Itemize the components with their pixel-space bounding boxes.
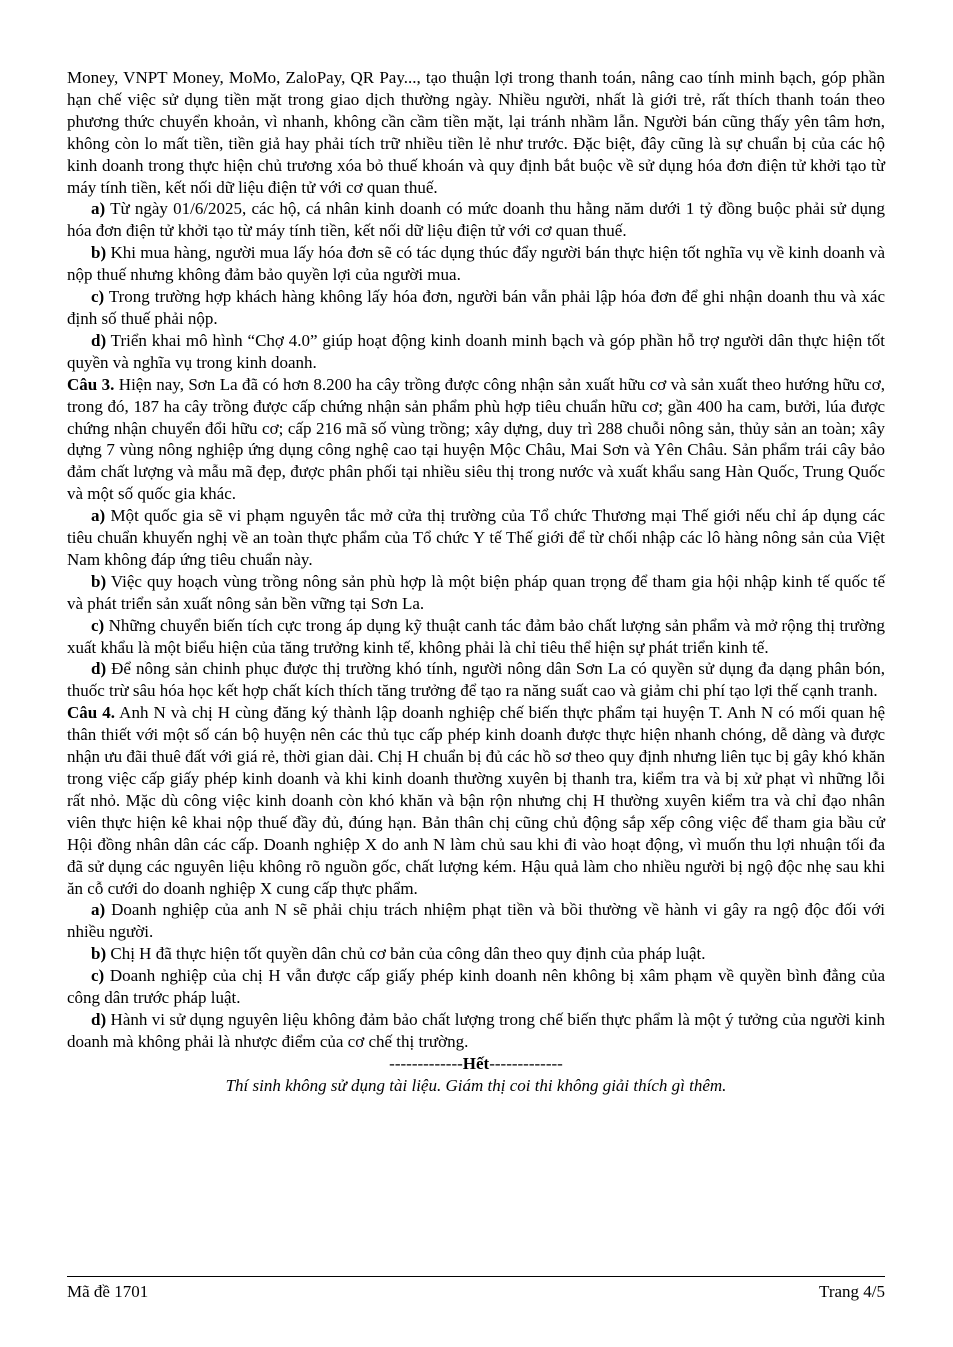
end-marker bbox=[67, 1053, 885, 1075]
item-text: Chị H đã thực hiện tốt quyền dân chủ cơ bản của công dân theo quy định của pháp luật. bbox=[106, 944, 706, 964]
question-4-item-b bbox=[67, 943, 885, 965]
question-4-stem bbox=[67, 702, 885, 899]
item-label: d) bbox=[91, 659, 107, 679]
exam-note: Thí sinh không sử dụng tài liệu. Giám thị coi thi không giải thích gì thêm. bbox=[225, 1075, 727, 1095]
item-text: Việc quy hoạch vùng trồng nông sản phù hợp là một biện pháp quan trọng để tham gia hội nhập kinh tế quốc tế và phát triển sản xuất nông sản bền vững tại Sơn La. bbox=[67, 571, 885, 613]
item-text: Hành vi sử dụng nguyên liệu không đảm bảo chất lượng trong chế biến thực phẩm là một ý tưởng của người kinh doanh mà không phải là nhược điểm của cơ chế thị trường. bbox=[67, 1009, 885, 1051]
end-word: Hết bbox=[462, 1053, 490, 1073]
question-3-item-c bbox=[67, 615, 885, 659]
question-label: Câu 3. bbox=[67, 374, 115, 394]
question-4-item-d bbox=[67, 1009, 885, 1053]
item-text: Từ ngày 01/6/2025, các hộ, cá nhân kinh doanh có mức doanh thu hằng năm dưới 1 tỷ đồng buộc phải sử dụng hóa đơn điện tử khởi tạo từ máy tính tiền, kết nối dữ liệu điện tử với cơ quan thuế. bbox=[67, 199, 885, 241]
item-text: Một quốc gia sẽ vi phạm nguyên tắc mở cửa thị trường của Tổ chức Thương mại Thế giới nếu chỉ áp dụng các tiêu chuẩn khuyến nghị về an toàn thực phẩm của Tổ chức Y tế Thế giới để từ chối nhập các lô hàng nông sản của Việt Nam không đáp ứng tiêu chuẩn này. bbox=[67, 506, 885, 569]
item-text: Doanh nghiệp của chị H vẫn được cấp giấy phép kinh doanh nên không bị xâm phạm về quyền bình đẳng của công dân trước pháp luật. bbox=[67, 966, 885, 1008]
question-text: Hiện nay, Sơn La đã có hơn 8.200 ha cây trồng được công nhận sản xuất hữu cơ và sản xuất theo hướng hữu cơ, trong đó, 187 ha cây trồng được cấp chứng nhận sản phẩm phù hợp tiêu chuẩn hữu cơ; gần 400 ha cam, bưởi, lúa được chứng nhận chuyển đổi hữu cơ; cấp 216 mã số vùng trồng; xây dựng, duy trì 288 chuỗi nông sản, thủy sản an toàn; xây dựng 7 vùng nông nghiệp ứng dụng công nghệ cao tại huyện Mộc Châu, Mai Sơn và Yên Châu. Sản phẩm trái cây bảo đảm chất lượng và mẫu mã đẹp, được phân phối tại nhiều siêu thị trong nước và xuất khẩu sang Hàn Quốc, Trung Quốc và một số quốc gia khác. bbox=[67, 374, 885, 504]
item-label: b) bbox=[91, 944, 107, 964]
item-text: Doanh nghiệp của anh N sẽ phải chịu trách nhiệm phạt tiền và bồi thường về hành vi gây ra ngộ độc đối với nhiều người. bbox=[67, 900, 885, 942]
question-4-item-c bbox=[67, 965, 885, 1009]
question-3-stem bbox=[67, 374, 885, 505]
end-dashes-right: ------------- bbox=[489, 1053, 563, 1073]
question-4-item-a bbox=[67, 899, 885, 943]
item-label: a) bbox=[91, 900, 106, 920]
end-dashes-left: ------------- bbox=[389, 1053, 463, 1073]
question-3 bbox=[67, 374, 885, 703]
question-2-item-b bbox=[67, 242, 885, 286]
question-2-item-a bbox=[67, 198, 885, 242]
question-2-items bbox=[67, 198, 885, 373]
item-label: b) bbox=[91, 571, 107, 591]
question-4 bbox=[67, 702, 885, 1053]
question-2-item-c bbox=[67, 286, 885, 330]
item-label: a) bbox=[91, 506, 106, 526]
page-footer bbox=[67, 1281, 885, 1303]
item-text: Khi mua hàng, người mua lấy hóa đơn sẽ có tác dụng thúc đẩy người bán thực hiện tốt nghĩa vụ về kinh doanh và nộp thuế nhưng không đảm bảo quyền lợi của người mua. bbox=[67, 243, 885, 285]
item-label: a) bbox=[91, 199, 106, 219]
item-label: d) bbox=[91, 1009, 107, 1029]
item-label: c) bbox=[91, 615, 105, 635]
question-label: Câu 4. bbox=[67, 703, 116, 723]
page-number: Trang 4/5 bbox=[819, 1282, 885, 1301]
item-text: Những chuyển biến tích cực trong áp dụng kỹ thuật canh tác đảm bảo chất lượng sản phẩm và mở rộng thị trường xuất khẩu là một biểu hiện của tăng trưởng kinh tế, không phải là chỉ tiêu thể hiện sự phát triển kinh tế. bbox=[67, 615, 885, 657]
item-label: c) bbox=[91, 287, 105, 307]
question-2-item-d bbox=[67, 330, 885, 374]
intro-paragraph: Money, VNPT Money, MoMo, ZaloPay, QR Pay..., tạo thuận lợi trong thanh toán, nâng cao tính minh bạch, góp phần hạn chế việc sử dụng tiền mặt trong giao dịch thường ngày. Nhiều người, nhất là giới trẻ, rất thích thanh toán theo phương thức chuyển khoản, vì nhanh, không cần cầm tiền mặt, lại tránh nhầm lẫn. Người bán cũng thấy yên tâm hơn, không còn lo mất tiền, tiền giả hay phải tích trữ nhiều tiền lẻ như trước. Đặc biệt, đây cũng là sự chuẩn bị của các hộ kinh doanh trong thực hiện chủ trương xóa bỏ thuế khoán và quy định bắt buộc về sử dụng hóa đơn điện tử khởi tạo từ máy tính tiền, kết nối dữ liệu điện tử với cơ quan thuế. bbox=[67, 68, 885, 197]
item-label: d) bbox=[91, 330, 107, 350]
item-text: Triển khai mô hình “Chợ 4.0” giúp hoạt động kinh doanh minh bạch và góp phần hỗ trợ người dân thực hiện tốt quyền và nghĩa vụ trong kinh doanh. bbox=[67, 330, 885, 372]
question-text: Anh N và chị H cùng đăng ký thành lập doanh nghiệp chế biến thực phẩm tại huyện T. Anh N có mối quan hệ thân thiết với một số cán bộ huyện nên các thủ tục cấp phép kinh doanh được thực hiện nhanh chóng, dễ dàng và được nhận ưu đãi thuê đất với giá rẻ, thời gian dài. Chị H chuẩn bị đủ các hồ sơ theo quy định nhưng liên tục bị gây khó khăn trong việc cấp giấy phép kinh doanh và khi kinh doanh thường xuyên bị thanh tra, kiểm tra và bị xử phạt vì những lỗi rất nhỏ. Mặc dù công việc kinh doanh còn khó khăn và bận rộn nhưng chị H thường xuyên kiểm tra và chỉ đạo nhân viên thực hiện kê khai nộp thuế đầy đủ, đúng hạn. Bản thân chị cũng chủ động sắp xếp công việc để tham gia bầu cử Hội đồng nhân dân các cấp. Doanh nghiệp X do anh N làm chủ sau khi đi vào hoạt động, vì muốn thu lợi nhuận tối đa đã sử dụng các nguyên liệu không rõ nguồn gốc, chất lượng kém. Hậu quả làm cho nhiều người bị ngộ độc nhẹ sau khi ăn cỗ cưới do doanh nghiệp X cung cấp thực phẩm. bbox=[67, 703, 886, 898]
item-label: c) bbox=[91, 966, 105, 986]
question-3-item-d bbox=[67, 658, 885, 702]
question-3-item-b bbox=[67, 571, 885, 615]
page-content bbox=[67, 67, 885, 1097]
item-label: b) bbox=[91, 243, 107, 263]
exam-code: Mã đề 1701 bbox=[67, 1282, 149, 1301]
item-text: Trong trường hợp khách hàng không lấy hóa đơn, người bán vẫn phải lập hóa đơn để ghi nhận doanh thu và xác định số thuế phải nộp. bbox=[67, 287, 885, 328]
item-text: Để nông sản chinh phục được thị trường khó tính, người nông dân Sơn La có quyền sử dụng đa dạng phân bón, thuốc trừ sâu hóa học kết hợp chất kích thích tăng trưởng để tạo ra năng suất cao và giảm chi phí tạo lợi thế cạnh tranh. bbox=[67, 659, 885, 701]
question-3-item-a bbox=[67, 505, 885, 571]
footer-divider bbox=[67, 1276, 885, 1277]
